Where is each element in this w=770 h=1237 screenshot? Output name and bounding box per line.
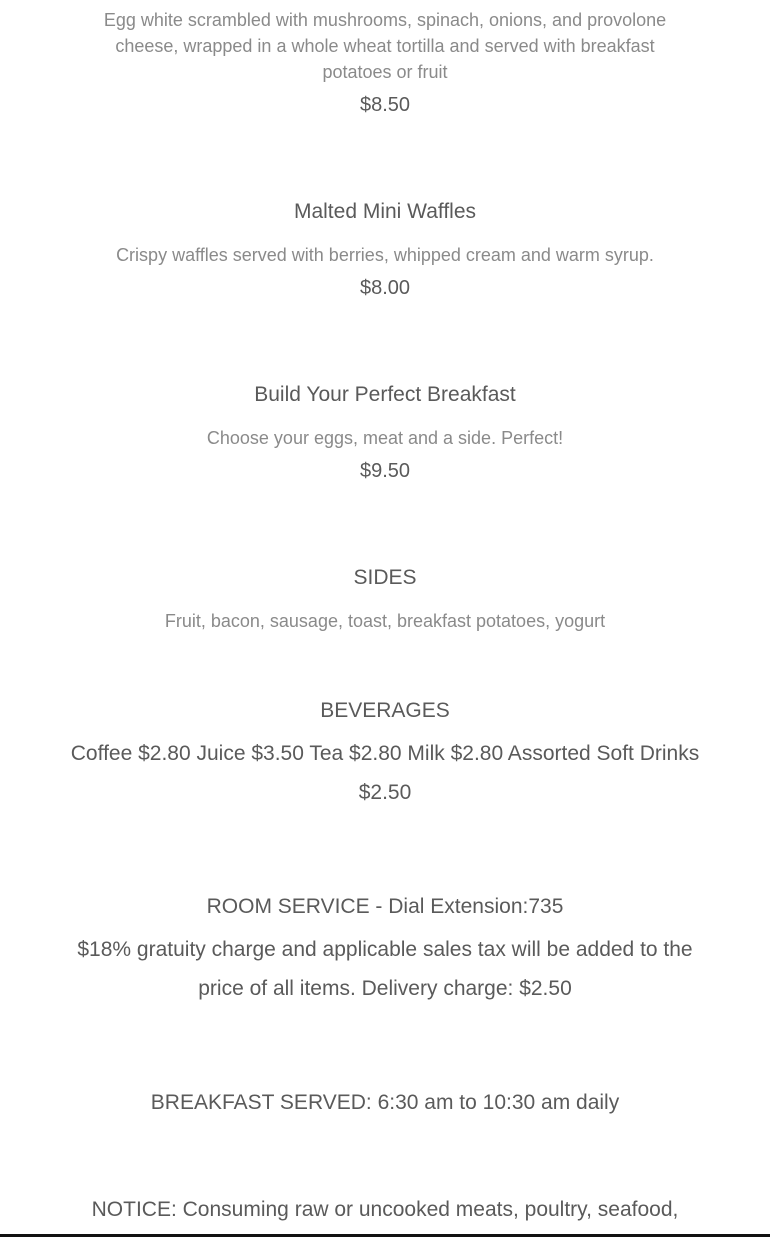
sides-section bbox=[0, 565, 770, 634]
menu-item-description: Crispy waffles served with berries, whipped cream and warm syrup. bbox=[116, 245, 654, 265]
beverages-section bbox=[0, 698, 770, 812]
menu-item bbox=[0, 199, 770, 301]
room-service-section bbox=[0, 894, 770, 1008]
sides-title: SIDES bbox=[353, 566, 417, 589]
room-service-text: $18% gratuity charge and applicable sales tax will be added to the price of all items. Delivery charge: $2.50 bbox=[77, 938, 693, 1000]
beverages-text: Coffee $2.80 Juice $3.50 Tea $2.80 Milk $2.80 Assorted Soft Drinks $2.50 bbox=[70, 742, 700, 804]
menu-item-title: Build Your Perfect Breakfast bbox=[254, 383, 516, 406]
menu-item-price: $8.00 bbox=[359, 277, 411, 299]
beverages-title: BEVERAGES bbox=[320, 699, 450, 722]
notice-text: NOTICE: Consuming raw or uncooked meats, poultry, seafood, bbox=[91, 1198, 679, 1221]
menu-item-price: $8.50 bbox=[359, 94, 411, 116]
menu-item-wrap bbox=[0, 7, 770, 118]
room-service-title: ROOM SERVICE - Dial Extension:735 bbox=[206, 895, 564, 918]
sides-description: Fruit, bacon, sausage, toast, breakfast potatoes, yogurt bbox=[164, 611, 606, 631]
notice-section bbox=[0, 1197, 770, 1223]
menu-item-price: $9.50 bbox=[359, 460, 411, 482]
breakfast-served-title: BREAKFAST SERVED: 6:30 am to 10:30 am daily bbox=[150, 1091, 620, 1114]
menu-item bbox=[0, 382, 770, 484]
menu-item-description: Choose your eggs, meat and a side. Perfect! bbox=[206, 428, 564, 448]
menu-item-title: Malted Mini Waffles bbox=[293, 200, 477, 223]
breakfast-served-section bbox=[0, 1090, 770, 1116]
menu-item-description: Egg white scrambled with mushrooms, spinach, onions, and provolone cheese, wrapped in a whole wheat tortilla and served with breakfast potatoes or fruit bbox=[103, 10, 667, 82]
